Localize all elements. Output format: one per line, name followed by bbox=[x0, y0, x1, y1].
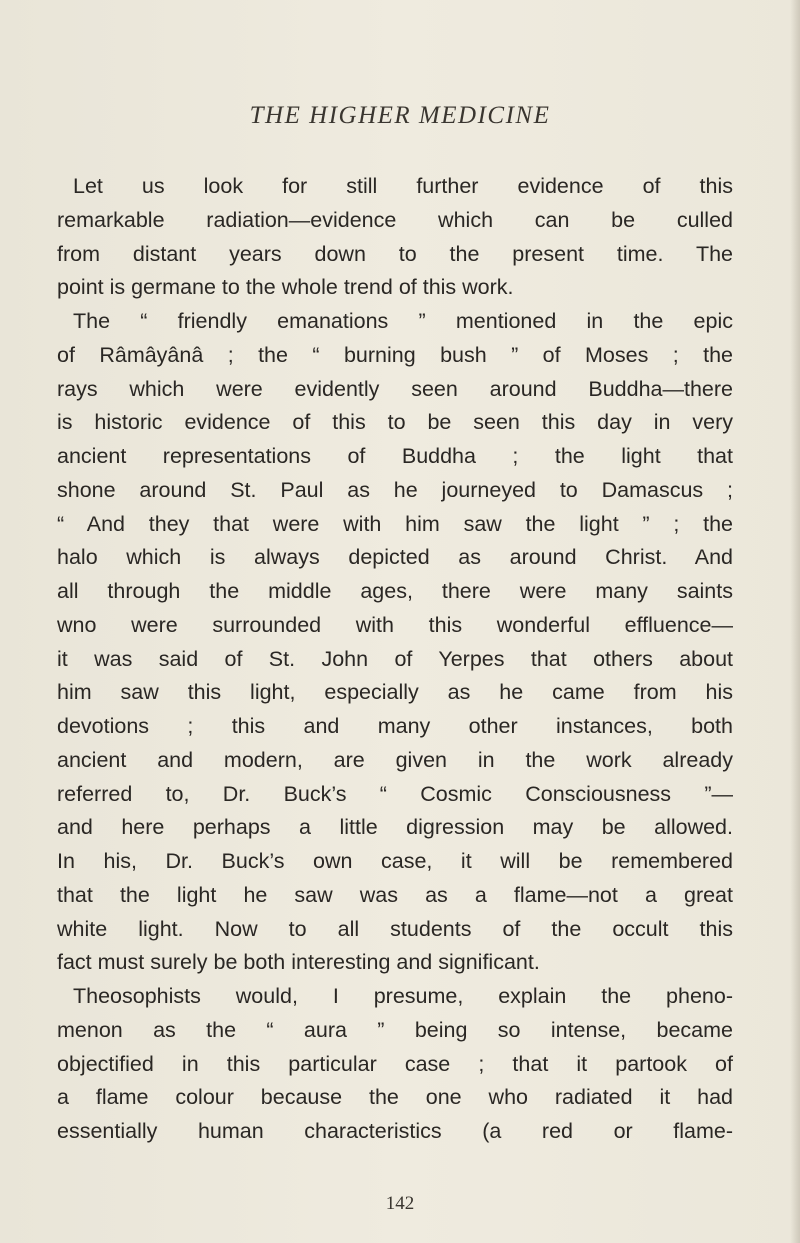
text-line: rays which were evidently seen around Buddha—there bbox=[57, 376, 733, 401]
text-line: white light. Now to all students of the occult this bbox=[57, 916, 733, 941]
text-line: devotions ; this and many other instances, both bbox=[57, 714, 733, 738]
text-line: all through the middle ages, there were many saints bbox=[57, 579, 733, 603]
text-line: of Râmâyânâ ; the “ burning bush ” of Moses ; the bbox=[57, 342, 733, 367]
page-number: 142 bbox=[385, 1193, 415, 1214]
running-head: THE HIGHER MEDICINE bbox=[249, 102, 551, 129]
text-line: a flame colour because the one who radiated it had bbox=[57, 1085, 733, 1110]
text-line: “ And they that were with him saw the light ” ; the bbox=[57, 511, 733, 536]
text-line: ancient representations of Buddha ; the light that bbox=[57, 444, 733, 468]
text-line: referred to, Dr. Buck’s “ Cosmic Consciousness ”— bbox=[57, 781, 733, 806]
text-line: him saw this light, especially as he came from his bbox=[57, 680, 733, 705]
text-line: ancient and modern, are given in the work already bbox=[57, 747, 733, 772]
text-line: is historic evidence of this to be seen this day in very bbox=[57, 410, 733, 435]
text-line: Theosophists would, I presume, explain the pheno- bbox=[73, 984, 733, 1008]
text-line: menon as the “ aura ” being so intense, became bbox=[57, 1017, 733, 1042]
text-line: remarkable radiation—evidence which can be culled bbox=[57, 207, 733, 232]
page-edge-shadow bbox=[790, 0, 800, 1243]
text-line: it was said of St. John of Yerpes that others about bbox=[57, 646, 733, 671]
text-line: that the light he saw was as a flame—not a great bbox=[57, 882, 733, 907]
body-text bbox=[57, 170, 733, 1149]
text-line: point is germane to the whole trend of this work. bbox=[57, 275, 514, 300]
text-line: The “ friendly emanations ” mentioned in the epic bbox=[73, 309, 733, 333]
text-line: objectified in this particular case ; that it partook of bbox=[57, 1051, 733, 1076]
text-line: wno were surrounded with this wonderful effluence— bbox=[57, 612, 733, 637]
text-line: halo which is always depicted as around Christ. And bbox=[57, 545, 733, 570]
text-line: from distant years down to the present time. The bbox=[57, 241, 733, 266]
text-line: essentially human characteristics (a red or flame- bbox=[57, 1119, 733, 1143]
text-line: In his, Dr. Buck’s own case, it will be remembered bbox=[57, 849, 733, 873]
text-line: and here perhaps a little digression may be allowed. bbox=[57, 815, 733, 840]
text-line: Let us look for still further evidence of this bbox=[73, 174, 733, 198]
text-line: fact must surely be both interesting and significant. bbox=[57, 950, 540, 975]
text-line: shone around St. Paul as he journeyed to Damascus ; bbox=[57, 477, 733, 502]
